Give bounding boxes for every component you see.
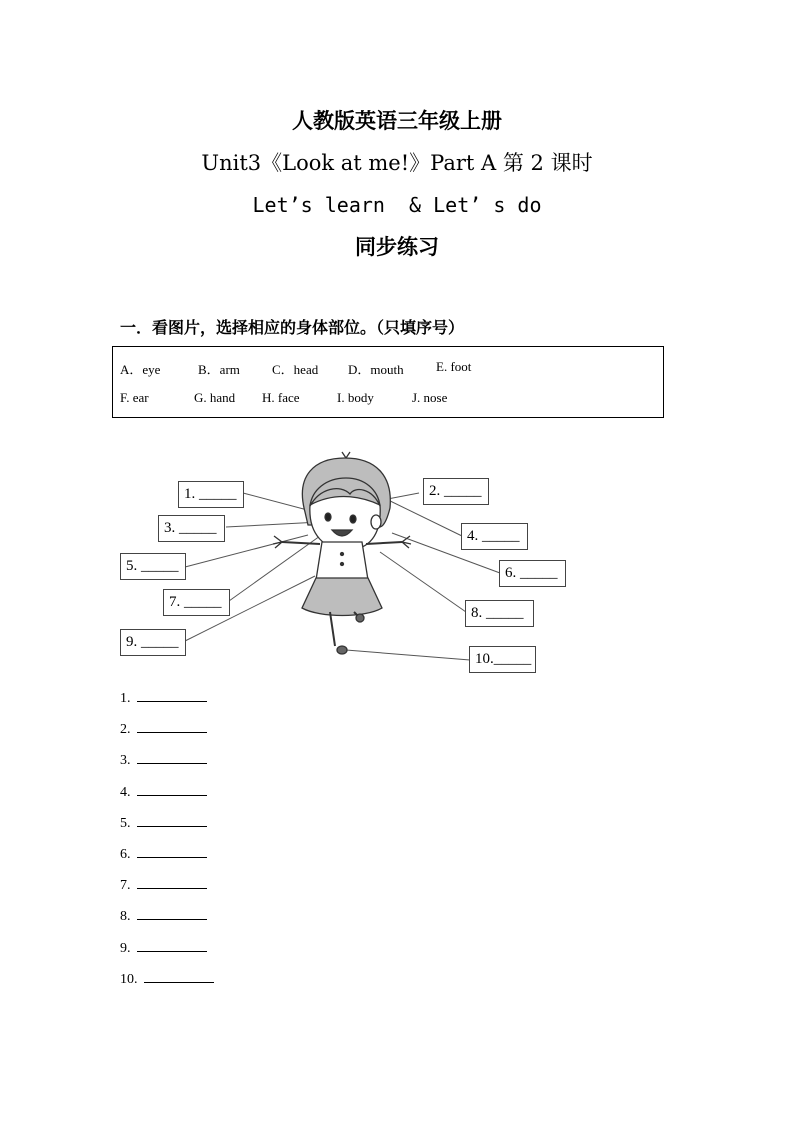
option-j: J. nose <box>412 390 448 405</box>
figure-label-1: 1. _____ <box>178 481 244 508</box>
option-g: G. hand <box>194 390 236 405</box>
answer-list <box>120 688 214 1000</box>
option-b: B．arm <box>198 362 240 377</box>
answer-blank-1[interactable] <box>137 688 207 702</box>
answer-row-5 <box>120 813 214 844</box>
section-heading: 一．看图片，选择相应的身体部位。（只填序号） <box>120 318 465 337</box>
answer-number-7: 7. <box>120 878 131 894</box>
answer-row-8 <box>120 906 214 937</box>
option-e: E. foot <box>436 359 472 374</box>
answer-blank-4[interactable] <box>137 782 207 796</box>
answer-blank-5[interactable] <box>137 813 207 827</box>
answer-number-3: 3. <box>120 753 131 769</box>
figure-label-9: 9. _____ <box>120 629 186 656</box>
answer-blank-7[interactable] <box>137 875 207 889</box>
answer-row-2 <box>120 719 214 750</box>
answer-row-10 <box>120 969 214 1000</box>
answer-number-10: 10. <box>120 971 138 987</box>
answer-blank-6[interactable] <box>137 844 207 858</box>
figure-label-3: 3. _____ <box>158 515 225 542</box>
lesson-title: Unit3《Look at me!》Part A 第 2 课时 <box>201 151 593 175</box>
girl-figure <box>110 450 580 682</box>
figure-label-5: 5. _____ <box>120 553 186 580</box>
answer-row-6 <box>120 844 214 875</box>
answer-number-8: 8. <box>120 909 131 925</box>
options-box <box>112 346 664 418</box>
figure-label-2: 2. _____ <box>423 478 489 505</box>
figure-label-6: 6. _____ <box>499 560 566 587</box>
answer-row-7 <box>120 875 214 906</box>
answer-blank-8[interactable] <box>137 906 207 920</box>
figure-label-4: 4. _____ <box>461 523 528 550</box>
option-c: C．head <box>272 362 319 377</box>
option-a: A．eye <box>120 362 161 377</box>
answer-row-1 <box>120 688 214 719</box>
answer-blank-10[interactable] <box>144 969 214 983</box>
answer-number-4: 4. <box>120 784 131 800</box>
answer-number-5: 5. <box>120 815 131 831</box>
answer-row-3 <box>120 750 214 781</box>
answer-number-6: 6. <box>120 846 131 862</box>
answer-row-4 <box>120 782 214 813</box>
option-f: F. ear <box>120 390 149 405</box>
answer-number-9: 9. <box>120 940 131 956</box>
figure-label-10: 10._____ <box>469 646 536 673</box>
option-i: I. body <box>337 390 374 405</box>
figure-label-7: 7. _____ <box>163 589 230 616</box>
answer-blank-9[interactable] <box>137 938 207 952</box>
answer-row-9 <box>120 938 214 969</box>
option-h: H. face <box>262 390 300 405</box>
answer-number-2: 2. <box>120 722 131 738</box>
answer-number-1: 1. <box>120 691 131 706</box>
document-title: 人教版英语三年级上册 <box>292 108 502 133</box>
answer-blank-3[interactable] <box>137 750 207 764</box>
title-block <box>0 100 794 268</box>
figure-label-8: 8. _____ <box>465 600 534 627</box>
lesson-subtitle: Let’s learn & Let’ s do <box>252 193 542 217</box>
answer-blank-2[interactable] <box>137 719 207 733</box>
option-d: D．mouth <box>348 362 404 377</box>
exercise-type: 同步练习 <box>355 234 439 259</box>
